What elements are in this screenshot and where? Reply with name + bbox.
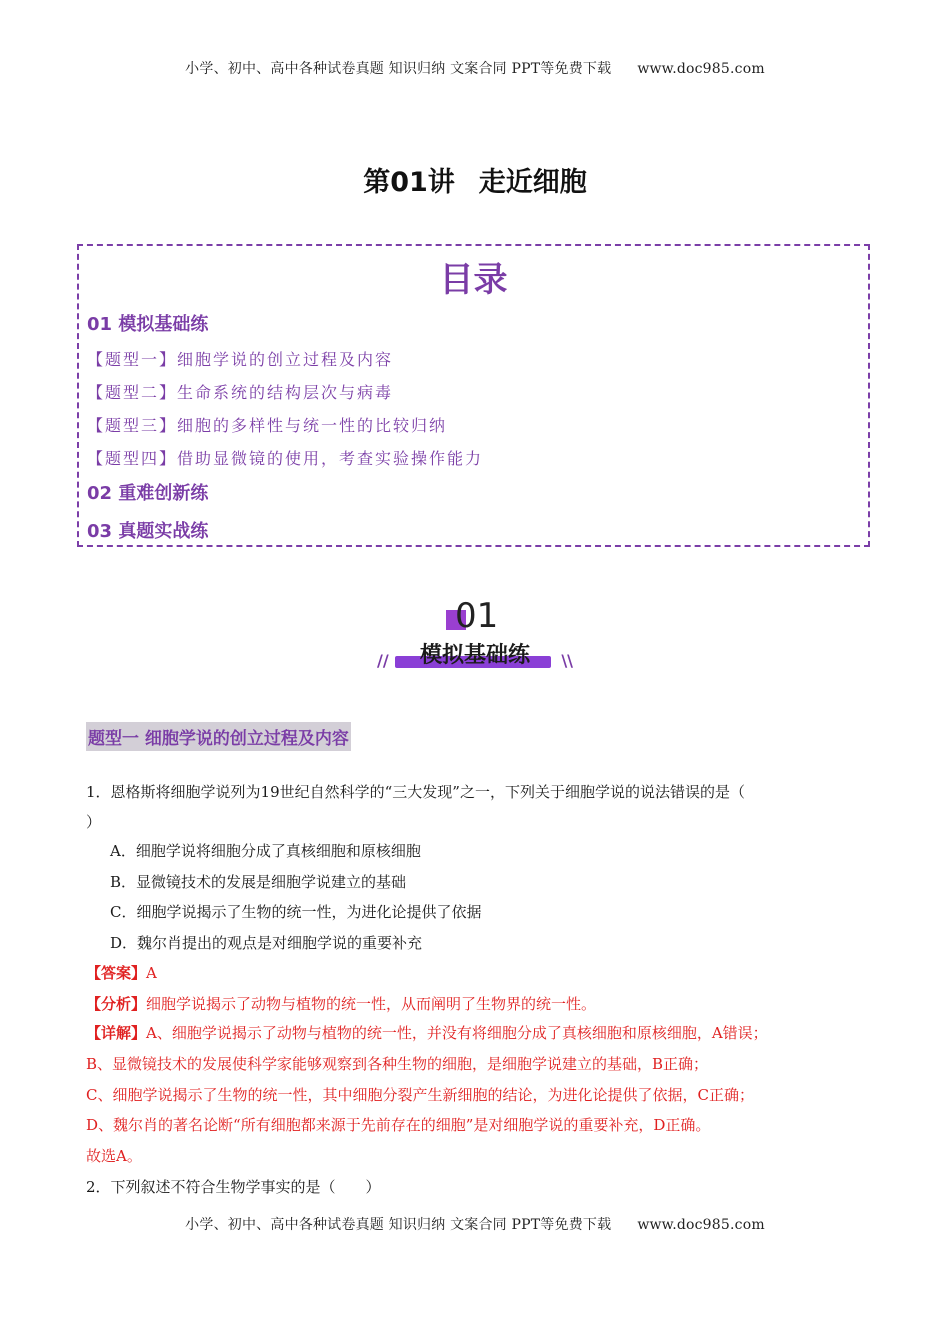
footer-site-link[interactable]: www.doc985.com — [637, 1217, 765, 1233]
header-text: 小学、初中、高中各种试卷真题 知识归纳 文案合同 PPT等免费下载 — [185, 61, 612, 77]
detail-tag: 【详解】 — [86, 1024, 147, 1042]
q1-detail-line1 — [86, 1022, 768, 1043]
q1-analysis — [86, 993, 596, 1014]
q1-detail-line2: B、显微镜技术的发展使科学家能够观察到各种生物的细胞，是细胞学说建立的基础，B正确； — [86, 1055, 709, 1073]
toc-section-1[interactable]: 01 模拟基础练 — [87, 314, 209, 335]
q1-detail-line3: C、细胞学说揭示了生物的统一性，其中细胞分裂产生新细胞的结论，为进化论提供了依据，C正确； — [86, 1086, 754, 1104]
title-topic: 走近细胞 — [478, 167, 587, 198]
table-of-contents — [77, 244, 870, 547]
q1-option-a: A．细胞学说将细胞分成了真核细胞和原核细胞 — [110, 842, 421, 860]
q1-stem-line2: ） — [86, 813, 102, 831]
analysis-tag: 【分析】 — [86, 995, 147, 1013]
toc-section-3[interactable]: 03 真题实战练 — [87, 521, 209, 542]
answer-tag: 【答案】 — [86, 964, 147, 982]
toc-item-2[interactable]: 【题型二】生命系统的结构层次与病毒 — [87, 383, 394, 402]
page-header — [0, 58, 950, 78]
page-footer — [0, 1214, 950, 1234]
badge-label: 模拟基础练 — [419, 643, 530, 668]
toc-item-1[interactable]: 【题型一】细胞学说的创立过程及内容 — [87, 350, 394, 369]
q2-stem: 2．下列叙述不符合生物学事实的是（ ） — [86, 1178, 381, 1196]
q1-option-d: D．魏尔肖提出的观点是对细胞学说的重要补充 — [110, 934, 423, 952]
toc-item-3[interactable]: 【题型三】细胞的多样性与统一性的比较归纳 — [87, 416, 448, 435]
badge-number: 01 — [455, 596, 499, 636]
toc-section-2[interactable]: 02 重难创新练 — [87, 483, 209, 504]
badge-left-slashes: // — [377, 651, 389, 670]
q1-detail-line4: D、魏尔肖的著名论断“所有细胞都来源于先前存在的细胞”是对细胞学说的重要补充，D正确。 — [86, 1116, 711, 1134]
q1-stem-line1: 1．恩格斯将细胞学说列为19世纪自然科学的“三大发现”之一，下列关于细胞学说的说法错误的是（ — [86, 783, 745, 801]
question-type-heading: 题型一 细胞学说的创立过程及内容 — [86, 722, 351, 751]
title-lecture-number: 第01讲 — [363, 167, 455, 198]
answer-value: A — [146, 964, 157, 982]
detail-text-1: A、细胞学说揭示了动物与植物的统一性，并没有将细胞分成了真核细胞和原核细胞，A错误； — [146, 1024, 768, 1042]
toc-heading: 目录 — [439, 260, 508, 300]
header-site-link[interactable]: www.doc985.com — [637, 61, 765, 77]
analysis-text: 细胞学说揭示了动物与植物的统一性，从而阐明了生物界的统一性。 — [146, 995, 597, 1013]
badge-right-slashes: \\ — [561, 651, 573, 670]
q1-conclusion: 故选A。 — [86, 1147, 142, 1165]
footer-text: 小学、初中、高中各种试卷真题 知识归纳 文案合同 PPT等免费下载 — [185, 1217, 612, 1233]
q1-option-c: C．细胞学说揭示了生物的统一性，为进化论提供了依据 — [110, 903, 482, 921]
q1-option-b: B．显微镜技术的发展是细胞学说建立的基础 — [110, 873, 407, 891]
q1-answer — [86, 962, 157, 983]
page-title — [0, 160, 950, 199]
section-badge — [375, 596, 575, 678]
toc-item-4[interactable]: 【题型四】借助显微镜的使用，考查实验操作能力 — [87, 449, 484, 468]
